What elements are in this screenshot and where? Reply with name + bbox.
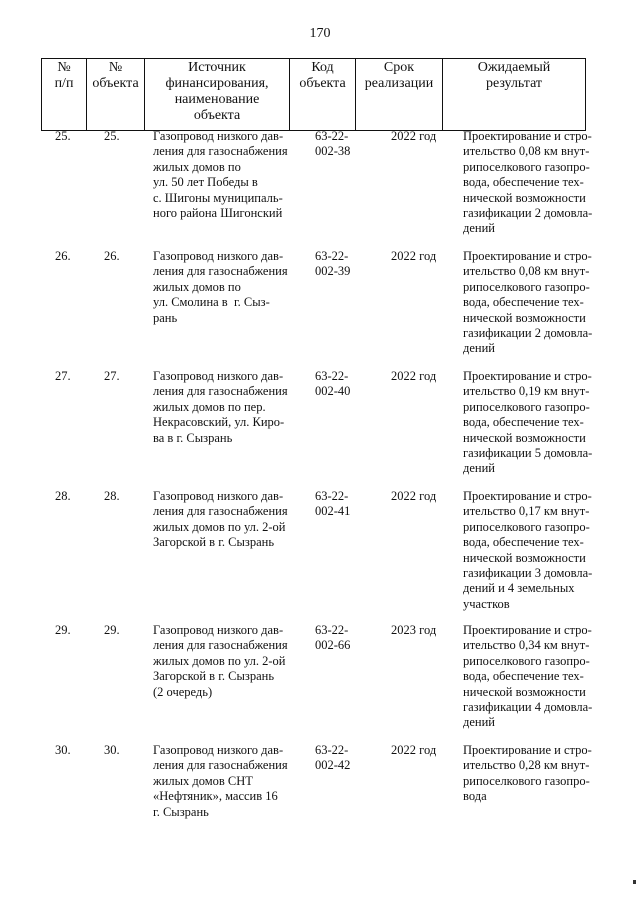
row-number-cell: 25. [55,129,71,143]
header-implementation-term: Срок реализации [356,59,443,131]
object-number-cell: 29. [104,623,120,637]
result-cell: Проектирование и стро- ительство 0,08 км внут- рипоселкового газопро- вода, обеспечение тех- нической возможности газификации 2 домовла- дений [463,129,593,236]
object-number-cell: 30. [104,743,120,757]
header-source-name: Источник финансирования, наименование объекта [145,59,290,131]
result-cell: Проектирование и стро- ительство 0,08 км внут- рипоселкового газопро- вода, обеспечение тех- нической возможности газификации 2 домовла- дений [463,249,593,356]
page-number: 170 [309,26,331,41]
object-number-cell: 26. [104,249,120,263]
term-cell: 2023 год [391,623,437,637]
table-header [41,58,586,131]
header-row-number: № п/п [42,59,87,131]
result-cell: Проектирование и стро- ительство 0,19 км внут- рипоселкового газопро- вода, обеспечение тех- нической возможности газификации 5 домовла- дений [463,369,593,476]
table-row [0,249,640,369]
object-code-cell: 63-22- 002-39 [315,249,351,279]
term-cell: 2022 год [391,249,437,263]
term-cell: 2022 год [391,743,437,757]
result-cell: Проектирование и стро- ительство 0,17 км внут- рипоселкового газопро- вода, обеспечение тех- нической возможности газификации 3 домовла- дений и 4 земельных участков [463,489,593,611]
object-code-cell: 63-22- 002-41 [315,489,351,519]
result-cell: Проектирование и стро- ительство 0,34 км внут- рипоселкового газопро- вода, обеспечение тех- нической возможности газификации 4 домовла- дений [463,623,593,730]
row-number-cell: 30. [55,743,71,757]
object-code-cell: 63-22- 002-66 [315,623,351,653]
object-name-cell: Газопровод низкого дав- ления для газоснабжения жилых домов по пер. Некрасовский, ул. Киро- ва в г. Сызрань [153,369,288,445]
row-number-cell: 28. [55,489,71,503]
object-name-cell: Газопровод низкого дав- ления для газоснабжения жилых домов по ул. 50 лет Победы в с. Шигоны муниципаль- ного района Шигонский [153,129,288,221]
table-row [0,743,640,843]
object-name-cell: Газопровод низкого дав- ления для газоснабжения жилых домов по ул. 2-ой Загорской в г. Сызрань (2 очередь) [153,623,288,699]
table-row [0,623,640,743]
object-number-cell: 27. [104,369,120,383]
term-cell: 2022 год [391,369,437,383]
object-number-cell: 25. [104,129,120,143]
object-name-cell: Газопровод низкого дав- ления для газоснабжения жилых домов по ул. Смолина в г. Сыз- рань [153,249,288,325]
table-row [0,489,640,624]
header-expected-result: Ожидаемый результат [443,59,586,131]
table-row [0,129,640,249]
term-cell: 2022 год [391,129,437,143]
table-row [0,369,640,489]
row-number-cell: 26. [55,249,71,263]
object-name-cell: Газопровод низкого дав- ления для газоснабжения жилых домов по ул. 2-ой Загорской в г. Сызрань [153,489,288,550]
row-number-cell: 29. [55,623,71,637]
header-object-number: № объекта [87,59,145,131]
object-name-cell: Газопровод низкого дав- ления для газоснабжения жилых домов СНТ «Нефтяник», массив 16 г. Сызрань [153,743,288,819]
object-code-cell: 63-22- 002-40 [315,369,351,399]
term-cell: 2022 год [391,489,437,503]
result-cell: Проектирование и стро- ительство 0,28 км внут- рипоселкового газопро- вода [463,743,592,804]
scan-mark [633,880,636,884]
object-number-cell: 28. [104,489,120,503]
header-object-code: Код объекта [290,59,356,131]
object-code-cell: 63-22- 002-38 [315,129,351,159]
object-code-cell: 63-22- 002-42 [315,743,351,773]
row-number-cell: 27. [55,369,71,383]
